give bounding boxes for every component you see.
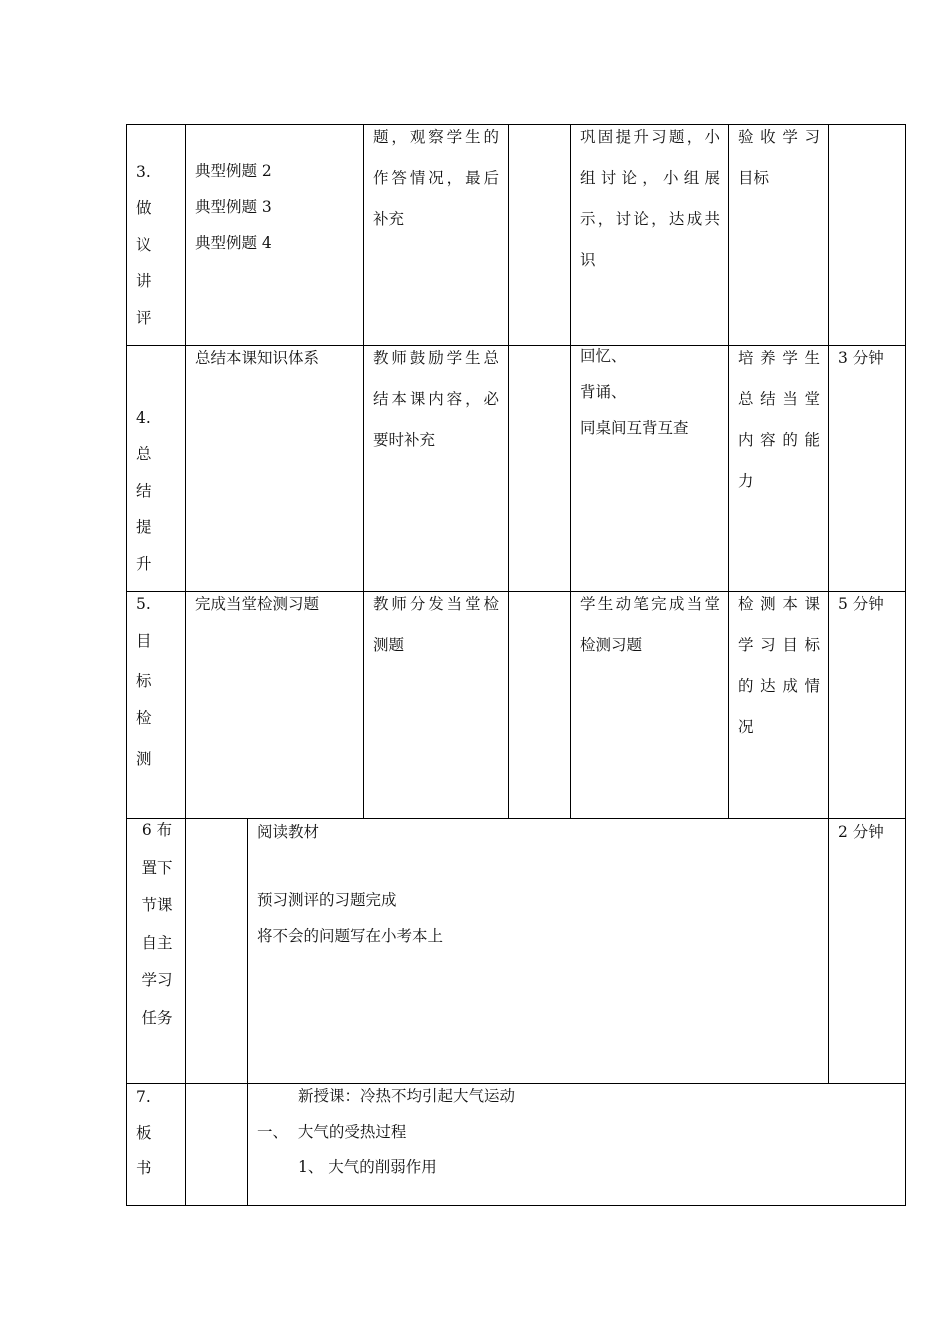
student-activity: 学生动笔完成当堂 检测习题 [580,595,720,654]
content-line: 典型例题 3 [195,198,272,216]
time-allocation: 2 分钟 [838,823,884,841]
content-line: 总结本课知识体系 [195,349,320,367]
stage-label-char: 讲 [136,272,152,290]
stage-label: 6 布 置下 节课 自主 学习 任务 [141,821,173,1027]
stage-label-char: 结 [136,482,152,500]
time-allocation: 3 分钟 [838,349,884,367]
stage-label-char: 检 [136,709,152,727]
stage-number: 4. [136,409,151,427]
stage-label-char: 测 [136,750,152,768]
design-goal: 检测本课 学习目标 的达成情 况 [738,595,820,736]
stage-label-char: 提 [136,518,152,536]
stage-label-char: 评 [136,309,152,327]
stage-label-char: 目 [136,632,152,650]
design-goal: 验收学习 目标 [738,128,820,187]
teacher-activity: 教师分发当堂检 测题 [373,595,499,654]
stage-label-char: 做 [136,199,152,217]
stage-label-char: 总 [136,445,152,463]
stage-number: 7. [136,1088,151,1106]
stage-label-char: 议 [136,236,152,254]
stage-number: 5. [136,595,151,613]
stage-label-char: 升 [136,555,152,573]
content-line: 典型例题 2 [195,162,272,180]
teacher-activity: 题，观察学生的 作答情况，最后 补充 [373,128,499,228]
board-heading: 一、 大气的受热过程 [257,1123,407,1141]
student-activity: 巩固提升习题，小 组讨论，小组展 示，讨论，达成共 识 [580,128,720,269]
task-line: 阅读教材 [257,823,320,841]
stage-label-char: 标 [136,672,152,690]
time-allocation: 5 分钟 [838,595,884,613]
stage-label-char: 板 [136,1124,152,1142]
stage-label-char: 书 [136,1159,152,1177]
student-activity: 回忆、 背诵、 同桌间互背互查 [580,347,689,437]
board-title: 新授课：冷热不均引起大气运动 [298,1087,516,1105]
stage-number: 3. [136,163,151,181]
design-goal: 培养学生 总结当堂 内容的能 力 [738,349,820,490]
task-line: 预习测评的习题完成 [257,891,397,909]
task-line: 将不会的问题写在小考本上 [257,927,444,945]
board-subheading: 1、 大气的削弱作用 [298,1158,437,1176]
content-line: 完成当堂检测习题 [195,595,320,613]
content-line: 典型例题 4 [195,234,272,252]
teacher-activity: 教师鼓励学生总 结本课内容，必 要时补充 [373,349,499,449]
